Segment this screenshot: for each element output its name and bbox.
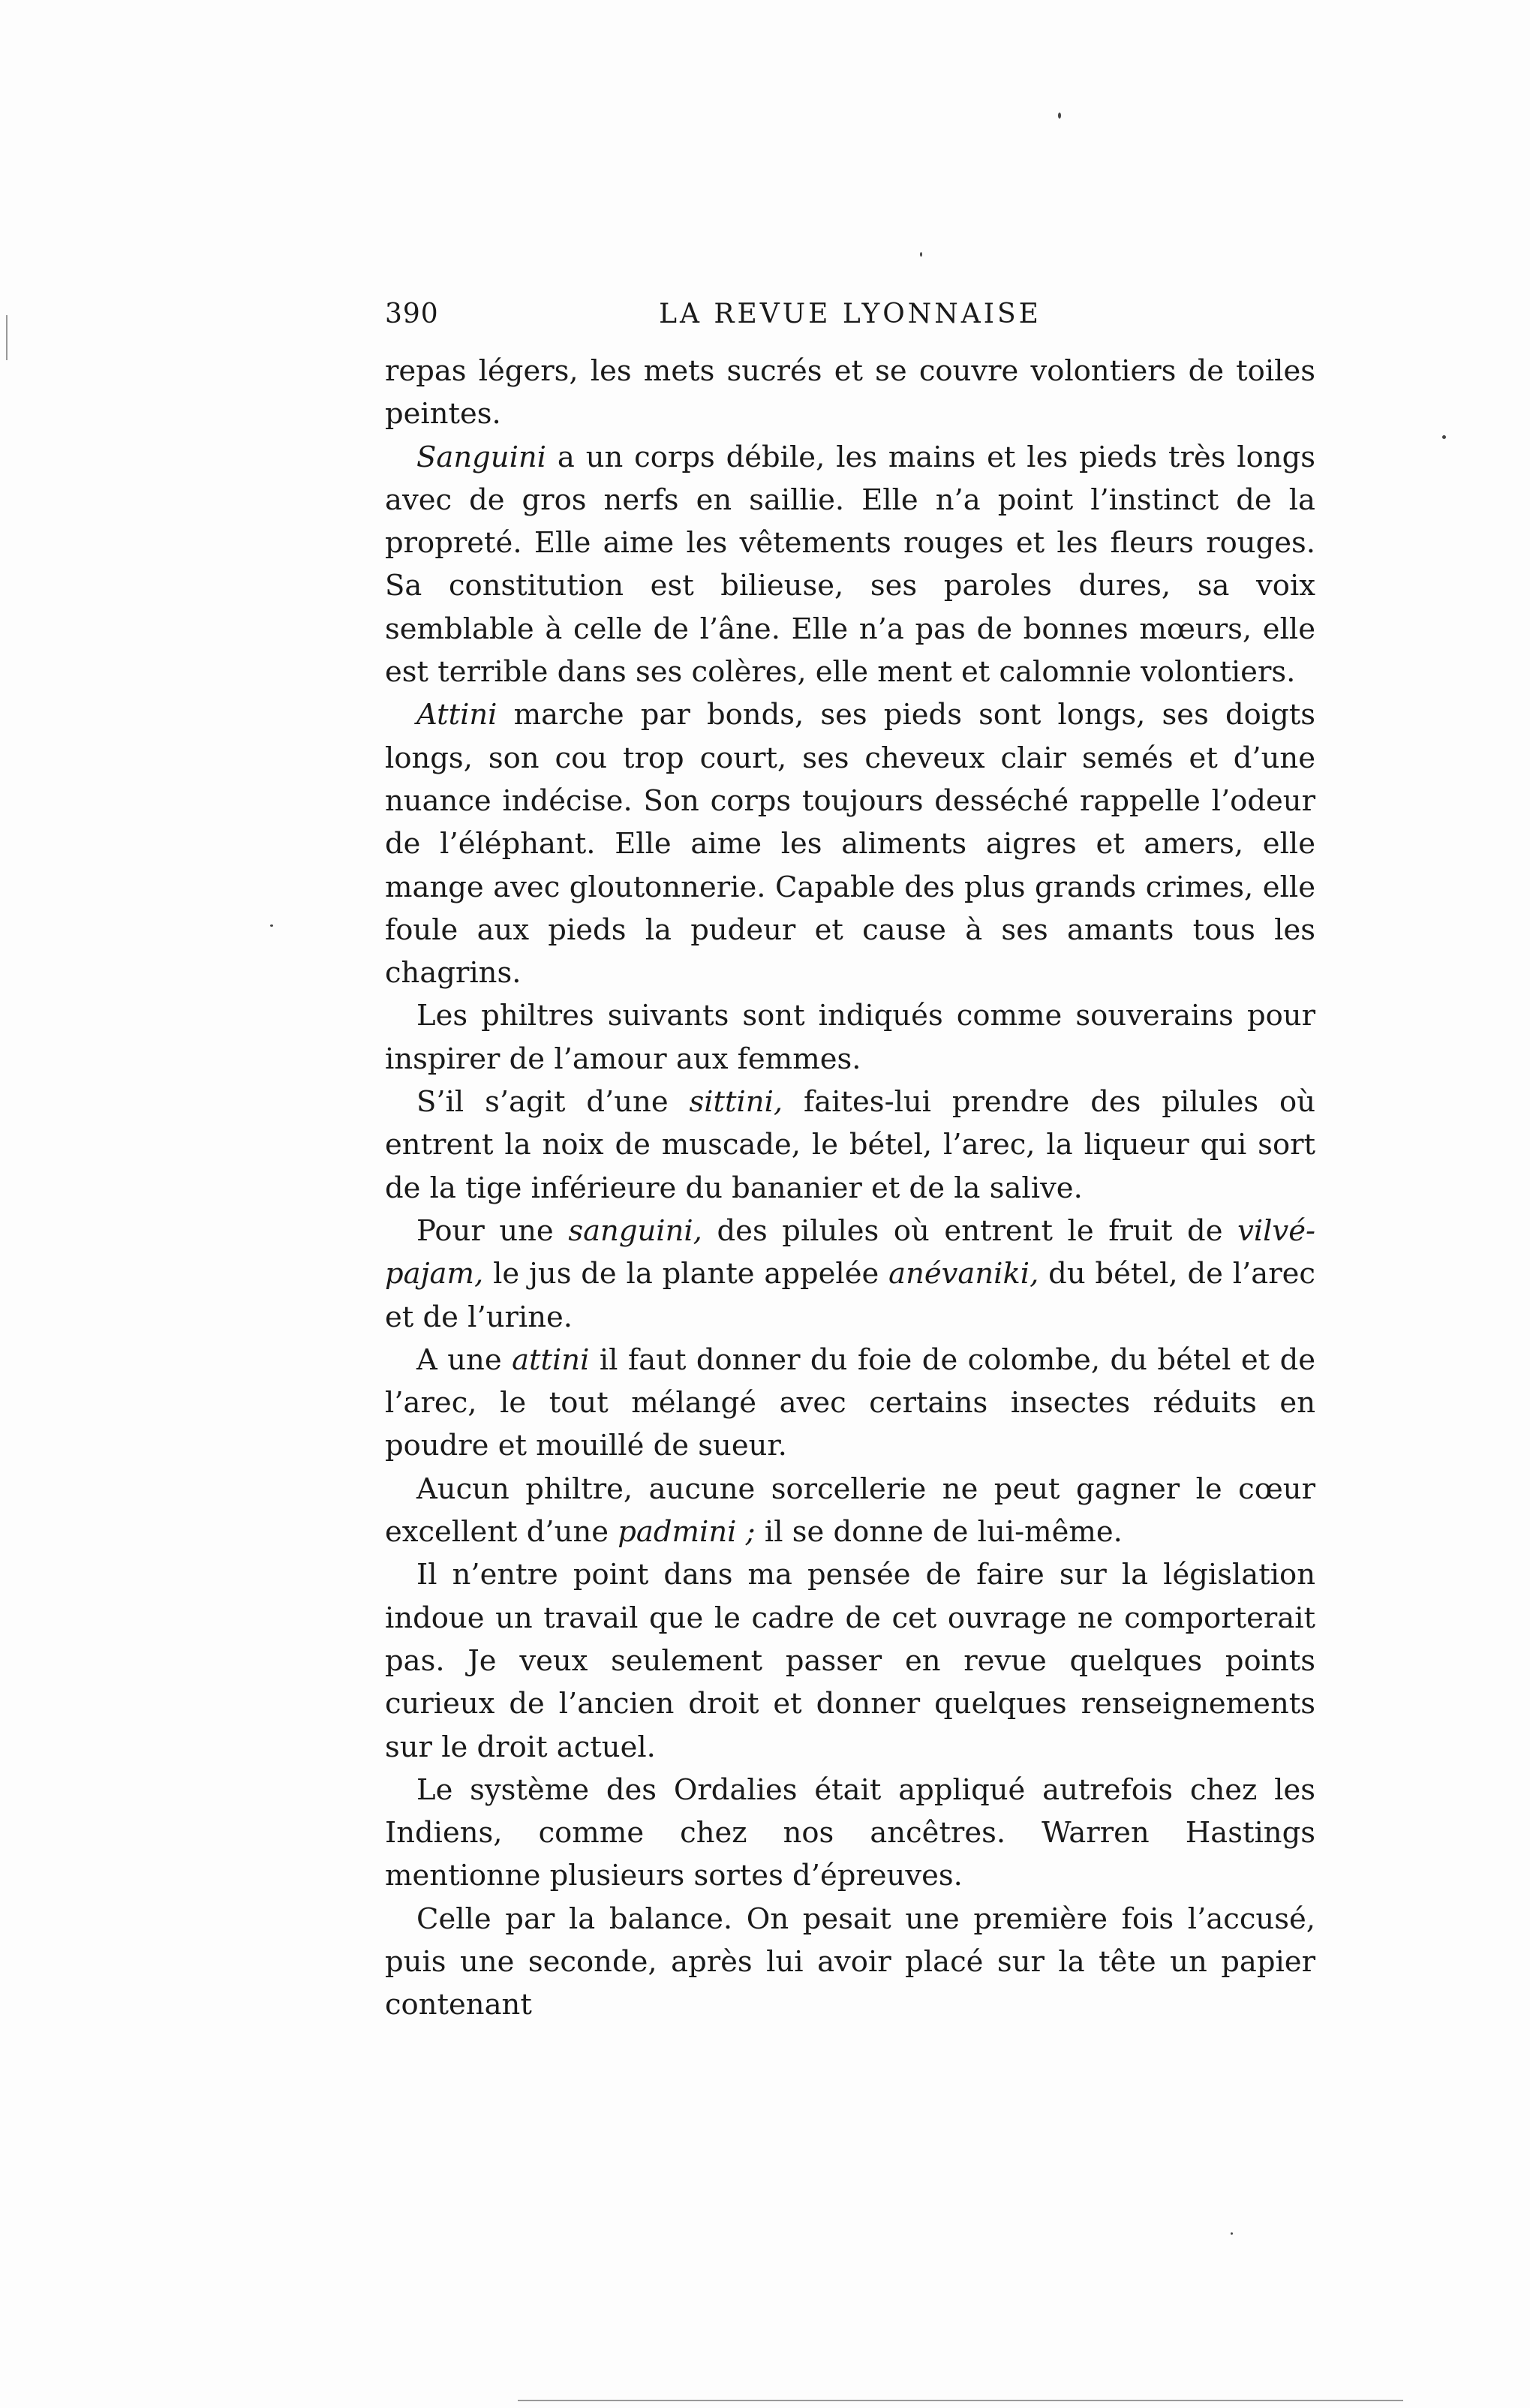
text-segment: Celle par la balance. On pesait une première fois l’accusé, puis une seconde, après lui avoir placé sur la tête un papier contenant <box>385 1901 1315 2022</box>
paragraph-10 <box>385 1769 1315 1898</box>
text-segment: des pilules où entrent le fruit de <box>702 1213 1238 1248</box>
paragraph-6 <box>385 1210 1315 1339</box>
paragraph-7 <box>385 1339 1315 1468</box>
text-segment: Pour une <box>416 1213 569 1248</box>
paragraph-11 <box>385 1898 1315 2027</box>
page-number: 390 <box>385 299 439 329</box>
text-segment: a un corps débile, les mains et les pieds très longs avec de gros nerfs en saillie. Elle n’a point l’instinct de la propreté. Elle aime les vêtements rouges et les fleurs rouges. Sa constitution est bilieuse, ses paroles dures, sa voix semblable à celle de l’âne. Elle n’a pas de bonnes mœurs, elle est terrible dans ses colères, elle ment et calomnie volontiers. <box>385 440 1315 690</box>
text-segment: anévaniki, <box>888 1257 1039 1291</box>
running-title: LA REVUE LYONNAISE <box>659 299 1042 329</box>
text-segment: Attini <box>416 698 497 732</box>
scan-speck <box>270 924 273 927</box>
scan-speck <box>1442 435 1446 439</box>
text-segment: sanguini, <box>568 1213 702 1248</box>
paragraph-8 <box>385 1468 1315 1554</box>
text-segment: il se donne de lui-même. <box>755 1515 1123 1550</box>
text-segment: du bétel, de l’arec et de l’urine. <box>385 1257 1315 1334</box>
text-segment: Le système des Ordalies était appliqué autrefois chez les Indiens, comme chez nos ancêtres. Warren Hastings mentionne plusieurs sortes d’épreuves. <box>385 1772 1315 1893</box>
text-segment: vilvé-pajam, <box>385 1213 1315 1291</box>
paragraph-2 <box>385 436 1315 694</box>
paragraph-3 <box>385 693 1315 994</box>
paragraph-9 <box>385 1553 1315 1768</box>
text-segment: marche par bonds, ses pieds sont longs, ses doigts longs, son cou trop court, ses cheveux clair semés et d’une nuance indécise. Son corps toujours desséché rappelle l’odeur de l’éléphant. Elle aime les aliments aigres et amers, elle mange avec gloutonnerie. Capable des plus grands crimes, elle foule aux pieds la pudeur et cause à ses amants tous les chagrins. <box>385 698 1315 991</box>
text-segment: sittini, <box>689 1085 783 1120</box>
text-segment: S’il s’agit d’une <box>416 1085 690 1120</box>
scan-speck <box>920 252 922 257</box>
page-header <box>385 299 1315 344</box>
scan-edge-line <box>518 2400 1403 2401</box>
scan-speck <box>1058 113 1061 119</box>
paragraph-5 <box>385 1081 1315 1210</box>
text-segment: Sanguini <box>416 440 546 474</box>
paragraph-1 <box>385 350 1315 436</box>
text-segment: Il n’entre point dans ma pensée de faire sur la législation indoue un travail que le cadre de cet ouvrage ne comporterait pas. Je veux seulement passer en revue quelques points curieux de l’ancien droit et donner quelques renseignements sur le droit actuel. <box>385 1558 1315 1764</box>
text-segment: repas légers, les mets sucrés et se couvre volontiers de toiles peintes. <box>385 354 1315 431</box>
text-segment: faites-lui prendre des pilules où entrent la noix de muscade, le bétel, l’arec, la liqueur qui sort de la tige inférieure du bananier et de la salive. <box>385 1085 1316 1205</box>
text-segment: padmini ; <box>618 1515 756 1550</box>
text-segment: Les philtres suivants sont indiqués comme souverains pour inspirer de l’amour aux femmes. <box>385 999 1315 1076</box>
text-segment: il faut donner du foie de colombe, du bétel et de l’arec, le tout mélangé avec certains insectes réduits en poudre et mouillé de sueur. <box>385 1342 1316 1463</box>
paragraph-4 <box>385 994 1315 1081</box>
text-segment: attini <box>512 1342 590 1377</box>
scan-edge-line <box>6 315 8 360</box>
scan-speck <box>1231 2232 1233 2235</box>
text-segment: Aucun philtre, aucune sorcellerie ne peut gagner le cœur excellent d’une <box>385 1472 1315 1550</box>
text-segment: le jus de la plante appelée <box>483 1257 889 1291</box>
text-segment: A une <box>416 1342 513 1377</box>
body-text <box>385 350 1315 2027</box>
